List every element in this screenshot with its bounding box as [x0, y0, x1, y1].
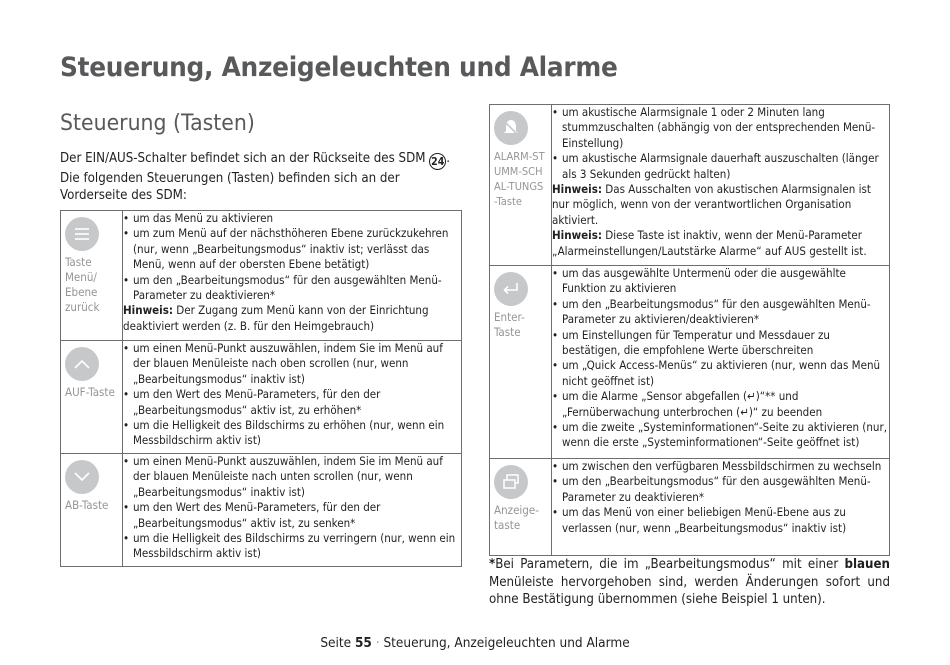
table-row — [61, 454, 462, 567]
list-item: • um akustische Alarmsignale dauerhaft auszuschalten (länger als 3 Sekunden gedrückt halten) — [552, 151, 889, 182]
list-item: • um „Quick Access-Menüs“ zu aktivieren (nur, wenn das Menü nicht geöffnet ist) — [552, 358, 889, 389]
key-label: Enter-Taste — [494, 310, 525, 339]
page-number: 55 — [354, 635, 372, 651]
intro-text-2: . Die folgenden Steuerungen (Tasten) befinden sich an der Vorderseite des SDM: — [60, 151, 451, 203]
key-label: AUF-Taste — [65, 385, 115, 399]
key-cell — [490, 105, 552, 266]
key-cell — [490, 266, 552, 459]
note — [123, 303, 461, 334]
list-item: • um den „Bearbeitungsmodus“ für den ausgewählten Menü-Parameter zu deaktivieren* — [552, 474, 889, 505]
list-item: • um den Wert des Menü-Parameters, für den der „Bearbeitungsmodus“ aktiv ist, zu senken* — [123, 500, 461, 531]
key-cell — [61, 454, 123, 567]
list-item: • um zum Menü auf der nächsthöheren Ebene zurückzukehren (nur, wenn „Bearbeitungsmodus“ inaktiv ist; verlässt das Menü, wenn auf der obersten Ebene betätigt) — [123, 226, 461, 272]
description-cell — [552, 266, 890, 459]
list-item: • um das Menü zu aktivieren — [123, 211, 461, 226]
note — [552, 182, 889, 228]
list-item: • um den Wert des Menü-Parameters, für den der „Bearbeitungsmodus“ aktiv ist, zu erhöhen* — [123, 387, 461, 418]
controls-table-right — [489, 104, 890, 556]
table-row — [490, 266, 890, 459]
description-cell — [123, 211, 462, 341]
note-label: Hinweis: — [123, 303, 173, 318]
list-item: • um die zweite „Systeminformationen“-Seite zu aktivieren (nur, wenn die erste „Systeminformationen“-Seite geöffnet ist) — [552, 420, 889, 451]
page-footer-text: Steuerung, Anzeigeleuchten und Alarme — [383, 635, 630, 651]
alarm-mute-icon — [494, 111, 528, 145]
key-label: AB-Taste — [65, 498, 109, 512]
controls-table-left — [60, 210, 462, 567]
display-screens-icon — [494, 465, 528, 499]
footnote — [489, 556, 890, 609]
description-cell — [552, 459, 890, 556]
page-footer-separator: · — [371, 635, 384, 651]
page-footer-prefix: Seite — [320, 635, 355, 651]
list-item: • um die Helligkeit des Bildschirms zu erhöhen (nur, wenn ein Messbildschirm aktiv ist) — [123, 418, 461, 449]
note — [552, 228, 889, 259]
description-cell — [552, 105, 890, 266]
list-item: • um akustische Alarmsignale 1 oder 2 Minuten lang stummzuschalten (abhängig von der entsprechenden Menü-Einstellung) — [552, 105, 889, 151]
table-row — [490, 459, 890, 556]
list-item: • um einen Menü-Punkt auszuwählen, indem Sie im Menü auf der blauen Menüleiste nach unten scrollen (nur, wenn „Bearbeitungsmodus“ inaktiv ist) — [123, 454, 461, 500]
list-item: • um die Alarme „Sensor abgefallen (↵)“** und „Fernüberwachung unterbrochen (↵)“ zu beenden — [552, 389, 889, 420]
description-cell — [123, 341, 462, 454]
key-cell — [61, 341, 123, 454]
list-item: • um Einstellungen für Temperatur und Messdauer zu bestätigen, die empfohlene Werte überschreiten — [552, 328, 889, 359]
footnote-text-1: Bei Parametern, die im „Bearbeitungsmodus“ mit einer — [495, 557, 845, 572]
table-row — [490, 105, 890, 266]
intro-paragraph — [60, 150, 462, 204]
list-item: • um zwischen den verfügbaren Messbildschirmen zu wechseln — [552, 459, 889, 474]
note-text: Diese Taste ist inaktiv, wenn der Menü-Parameter „Alarmeinstellungen/Lautstärke Alarme“ auf AUS gestellt ist. — [552, 228, 867, 258]
list-item: • um den „Bearbeitungsmodus“ für den ausgewählten Menü-Parameter zu deaktivieren* — [123, 273, 461, 304]
chevron-down-icon — [65, 460, 99, 494]
list-item: • um einen Menü-Punkt auszuwählen, indem Sie im Menü auf der blauen Menüleiste nach oben scrollen (nur, wenn „Bearbeitungsmodus“ inaktiv ist) — [123, 341, 461, 387]
note-text: Der Zugang zum Menü kann von der Einrichtung deaktiviert werden (z. B. für den Heimgebrauch) — [123, 303, 429, 333]
footnote-bold-word: blauen — [844, 557, 890, 572]
table-row — [61, 211, 462, 341]
page-footer — [0, 635, 950, 651]
note-text: Das Ausschalten von akustischen Alarmsignalen ist nur möglich, wenn von der verantwortlichen Organisation aktiviert. — [552, 182, 871, 227]
key-label: Taste Menü/ Ebene zurück — [65, 255, 100, 314]
list-item: • um das ausgewählte Untermenü oder die ausgewählte Funktion zu aktivieren — [552, 266, 889, 297]
note-label: Hinweis: — [552, 182, 602, 197]
intro-text-1: Der EIN/AUS-Schalter befindet sich an der Rückseite des SDM — [60, 151, 430, 166]
table-row — [61, 341, 462, 454]
footnote-text-2: Menüleiste hervorgehoben sind, werden Änderungen sofort und ohne Bestätigung übernommen (siehe Beispiel 1 unten). — [489, 574, 890, 607]
list-item: • um die Helligkeit des Bildschirms zu verringern (nur, wenn ein Messbildschirm aktiv ist) — [123, 531, 461, 562]
reference-number-badge: 24 — [429, 153, 446, 170]
chevron-up-icon — [65, 347, 99, 381]
key-cell — [490, 459, 552, 556]
key-label: Anzeige-taste — [494, 503, 539, 532]
footnote-star: * — [489, 557, 496, 572]
key-cell — [61, 211, 123, 341]
section-title: Steuerung (Tasten) — [60, 111, 255, 136]
list-item: • um den „Bearbeitungsmodus“ für den ausgewählten Menü-Parameter zu aktivieren/deaktivieren* — [552, 297, 889, 328]
page-title: Steuerung, Anzeigeleuchten und Alarme — [60, 52, 618, 83]
description-cell — [123, 454, 462, 567]
list-item: • um das Menü von einer beliebigen Menü-Ebene aus zu verlassen (nur, wenn „Bearbeitungsmodus“ inaktiv ist) — [552, 505, 889, 536]
key-label: ALARM-STUMM-SCHAL-TUNGS-Taste — [494, 150, 545, 208]
enter-icon — [494, 272, 528, 306]
note-label: Hinweis: — [552, 228, 602, 243]
menu-icon — [65, 217, 99, 251]
